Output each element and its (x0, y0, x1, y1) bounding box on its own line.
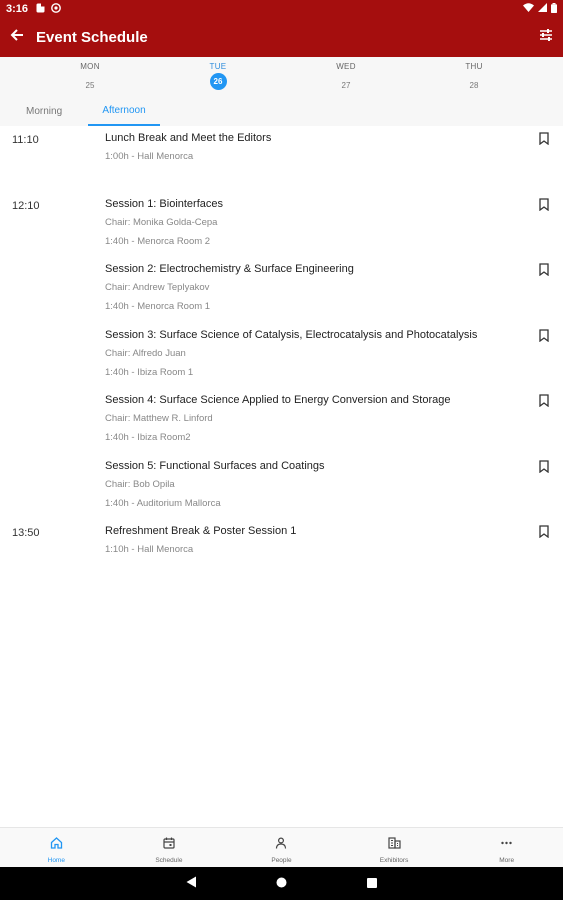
nav-label: People (271, 857, 292, 864)
calendar-icon (163, 836, 175, 854)
system-home-button[interactable] (275, 877, 289, 891)
status-bar (0, 0, 563, 18)
system-recents-button[interactable] (365, 877, 379, 891)
day-name: MON (80, 62, 100, 71)
event-title: Lunch Break and Meet the Editors (105, 132, 272, 144)
day-name: WED (336, 62, 356, 71)
event-duration-location: 1:40h - Menorca Room 2 (105, 235, 211, 247)
day-thu[interactable] (410, 57, 538, 97)
nav-schedule[interactable] (113, 828, 226, 867)
event-chair: Chair: Bob Opila (105, 478, 175, 490)
bookmark-icon (539, 394, 549, 412)
recents-square-icon (367, 875, 377, 893)
event-duration-location: 1:00h - Hall Menorca (105, 151, 194, 162)
event-chair: Chair: Monika Golda-Cepa (105, 216, 218, 228)
list-item[interactable] (105, 323, 563, 389)
schedule-list (0, 126, 563, 585)
event-title: Session 3: Surface Science of Catalysis, Electrocatalysis and Photocatalysis (105, 328, 478, 341)
list-item[interactable] (105, 454, 563, 520)
bookmark-button[interactable] (537, 461, 551, 477)
event-chair: Chair: Matthew R. Linford (105, 413, 213, 424)
home-circle-icon (276, 875, 287, 893)
nav-exhibitors[interactable] (338, 828, 451, 867)
more-dots-icon (500, 836, 513, 854)
back-button[interactable] (0, 18, 34, 57)
system-nav-bar (0, 867, 563, 900)
event-title: Session 5: Functional Surfaces and Coatings (105, 459, 325, 472)
bookmark-button[interactable] (537, 199, 551, 215)
list-item[interactable] (105, 192, 563, 258)
event-duration-location: 1:40h - Ibiza Room 1 (105, 366, 194, 378)
nav-label: Exhibitors (379, 857, 409, 864)
bookmark-button[interactable] (537, 395, 551, 411)
nav-label: Schedule (155, 857, 183, 864)
bookmark-icon (539, 132, 549, 150)
event-duration-location: 1:40h - Ibiza Room2 (105, 432, 191, 443)
home-icon (50, 836, 63, 854)
slot-time: 13:50 (12, 527, 40, 539)
bookmark-icon (539, 329, 549, 347)
bookmark-button[interactable] (537, 526, 551, 542)
date-selector (0, 57, 563, 97)
nav-label: More (499, 857, 515, 864)
signal-icon (538, 3, 547, 15)
list-item[interactable] (105, 126, 563, 192)
bookmark-button[interactable] (537, 330, 551, 346)
event-chair: Chair: Alfredo Juan (105, 347, 186, 359)
back-triangle-icon (186, 875, 197, 893)
event-duration-location: 1:40h - Auditorium Mallorca (105, 497, 221, 509)
bookmark-icon (539, 263, 549, 281)
app-bar (0, 18, 563, 57)
day-name: TUE (209, 62, 227, 71)
list-item[interactable] (105, 519, 563, 585)
time-slot (0, 192, 563, 520)
day-wed[interactable] (282, 57, 410, 97)
page-title: Event Schedule (36, 29, 148, 46)
day-name: THU (465, 62, 483, 71)
at-sign-icon (51, 3, 61, 16)
day-number-selected: 26 (210, 73, 227, 90)
list-item[interactable] (105, 388, 563, 454)
event-title: Session 1: Biointerfaces (105, 197, 224, 210)
bookmark-icon (539, 460, 549, 478)
bookmark-icon (539, 525, 549, 543)
day-number: 27 (341, 81, 351, 90)
notification-card-icon (36, 3, 45, 16)
time-slot (0, 126, 563, 192)
battery-icon (551, 3, 557, 16)
slot-time: 11:10 (12, 134, 39, 146)
bookmark-icon (539, 198, 549, 216)
person-icon (275, 836, 287, 854)
day-tue[interactable] (154, 57, 282, 97)
filter-button[interactable] (529, 18, 563, 57)
nav-home[interactable] (0, 828, 113, 867)
nav-label: Home (47, 857, 65, 864)
event-chair: Chair: Andrew Teplyakov (105, 282, 210, 293)
event-title: Session 4: Surface Science Applied to Energy Conversion and Storage (105, 394, 451, 406)
day-number: 28 (469, 81, 479, 90)
system-back-button[interactable] (185, 877, 199, 891)
bookmark-button[interactable] (537, 133, 551, 149)
slot-time: 12:10 (12, 199, 40, 212)
bookmark-button[interactable] (537, 264, 551, 280)
tab-morning[interactable]: Morning (26, 106, 63, 117)
bottom-navigation (0, 827, 563, 867)
nav-people[interactable] (225, 828, 338, 867)
wifi-icon (523, 3, 534, 15)
time-slot (0, 519, 563, 585)
tune-sliders-icon (539, 28, 553, 47)
arrow-left-icon (10, 28, 24, 47)
event-title: Session 2: Electrochemistry & Surface Engineering (105, 263, 354, 275)
status-time: 3:16 (6, 3, 29, 15)
event-title: Refreshment Break & Poster Session 1 (105, 525, 297, 537)
tab-afternoon[interactable]: Afternoon (88, 97, 160, 126)
nav-more[interactable] (450, 828, 563, 867)
day-number: 25 (85, 81, 95, 90)
event-duration-location: 1:10h - Hall Menorca (105, 544, 194, 555)
day-mon[interactable] (26, 57, 154, 97)
period-tabs (0, 97, 563, 126)
list-item[interactable] (105, 257, 563, 323)
event-duration-location: 1:40h - Menorca Room 1 (105, 301, 211, 312)
building-icon (388, 836, 401, 854)
